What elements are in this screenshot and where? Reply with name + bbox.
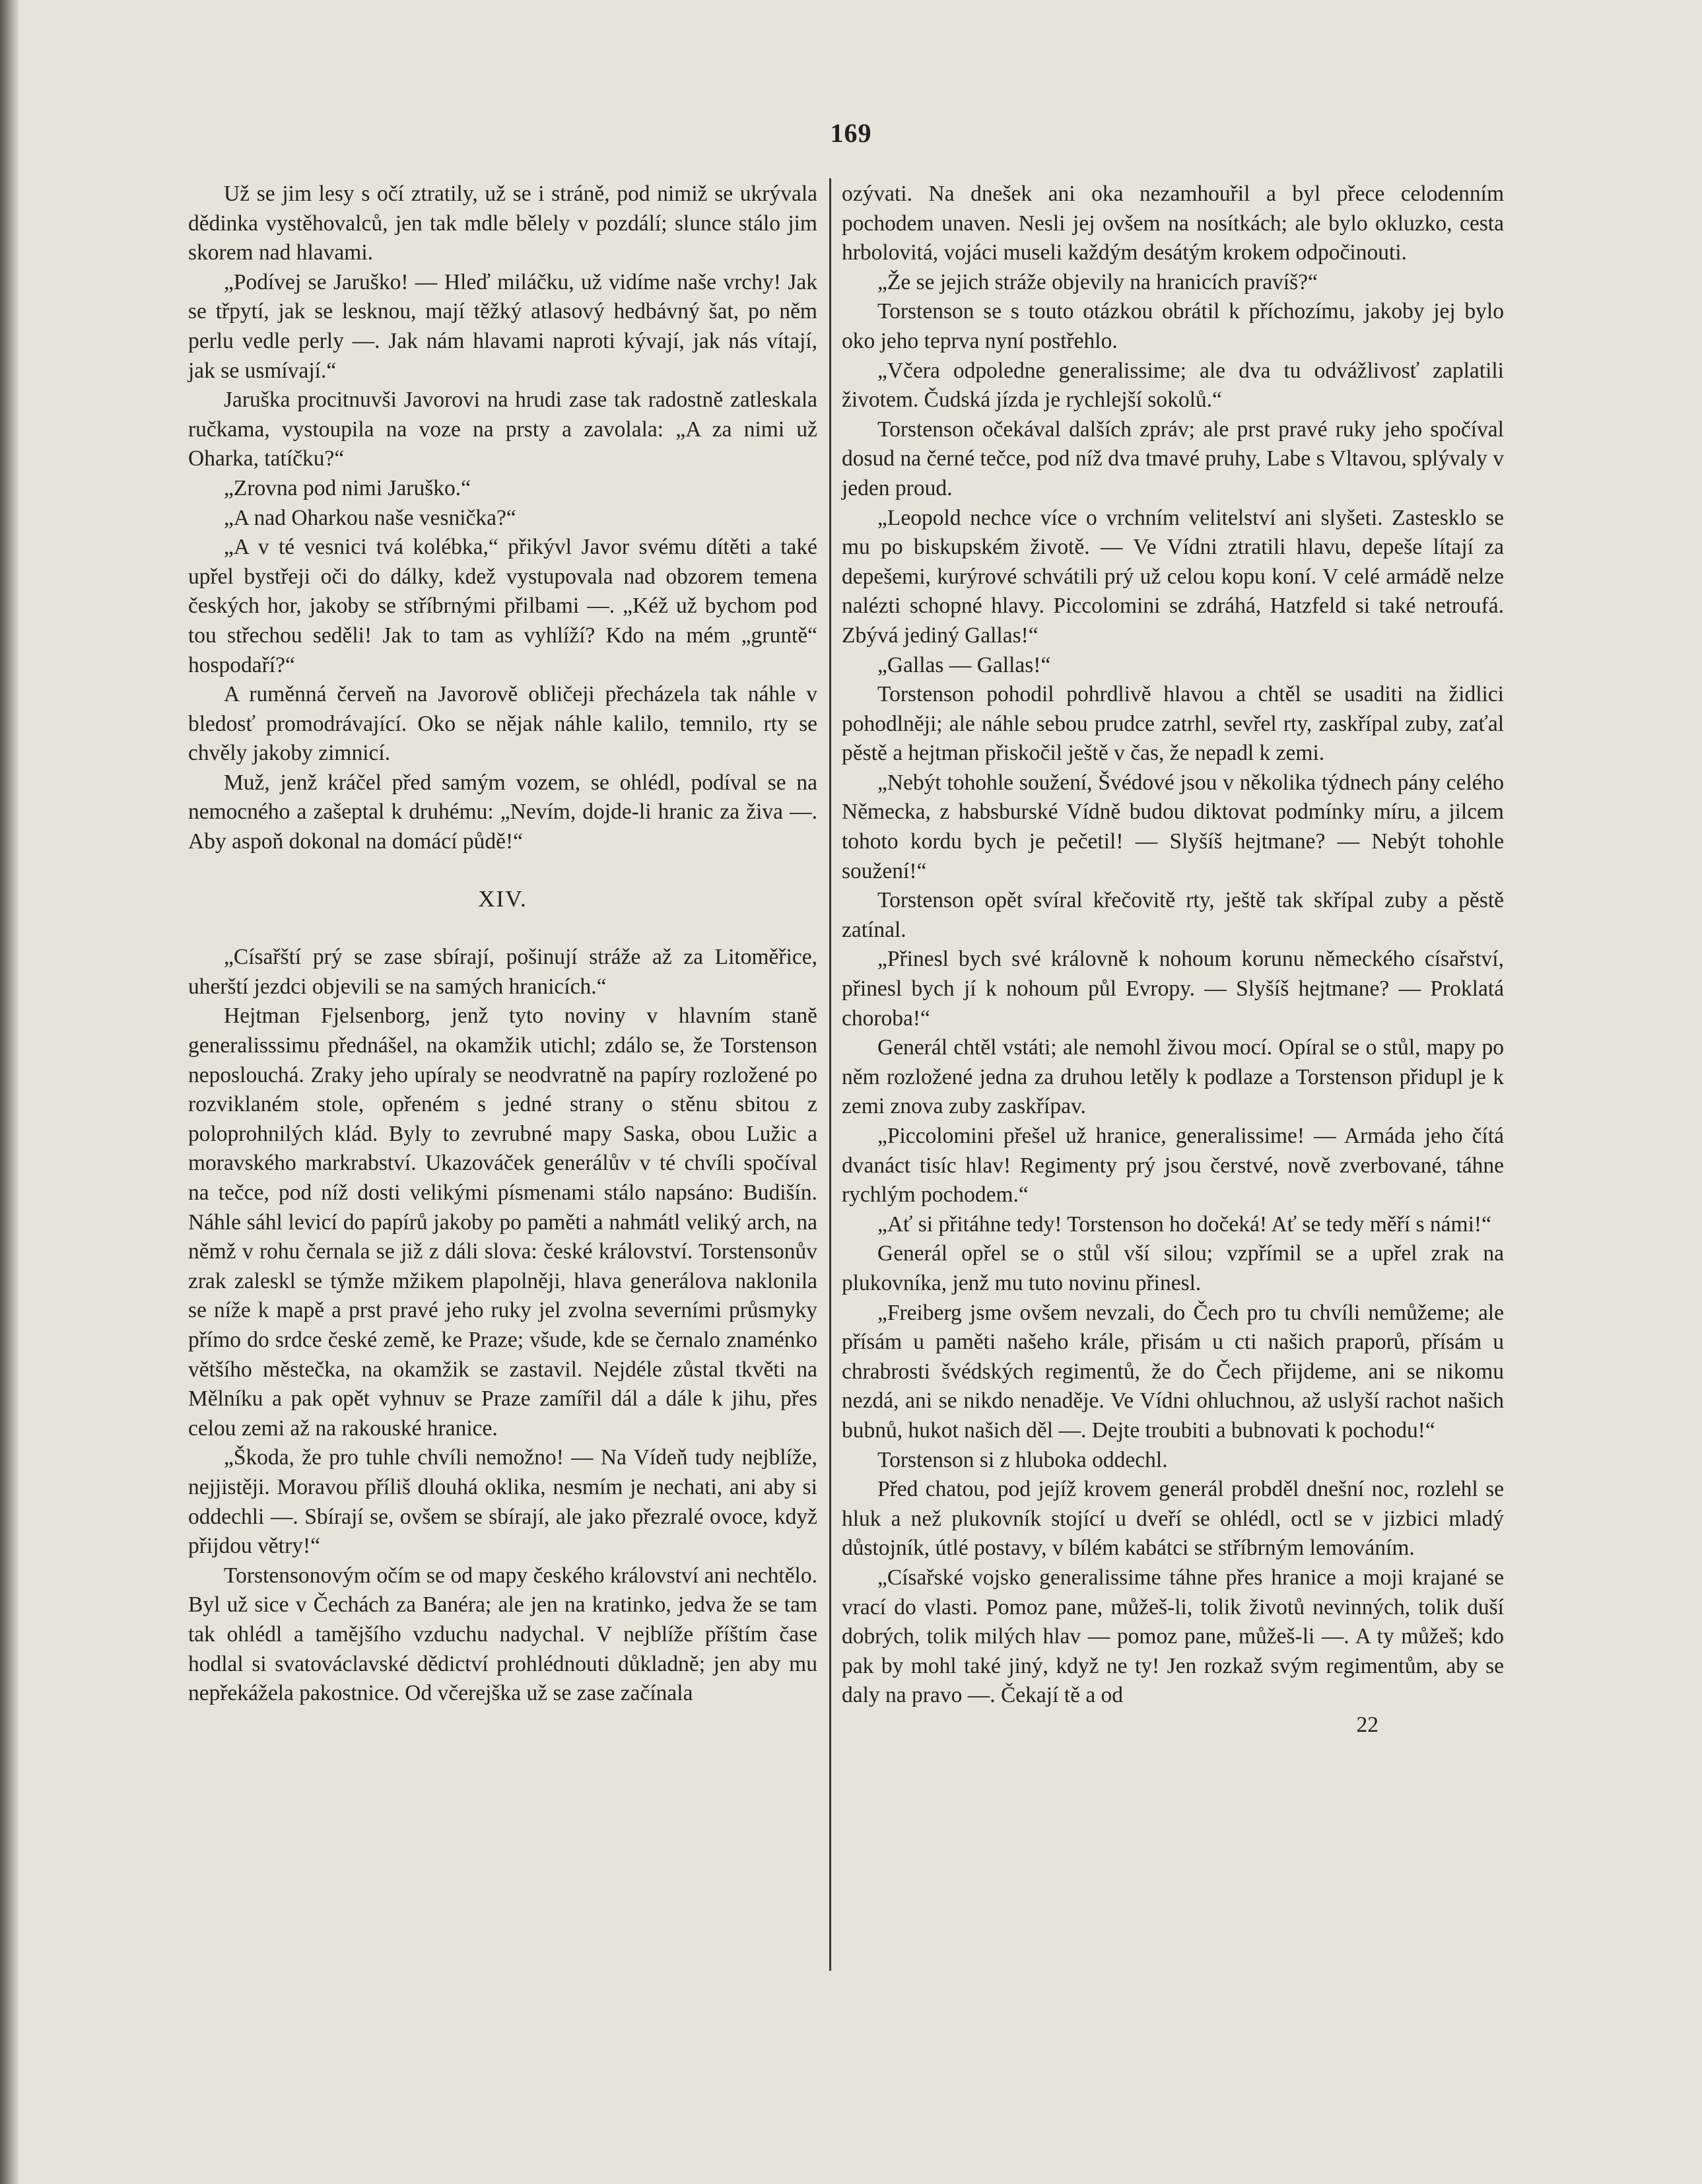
paragraph: „Císařské vojsko generalissime táhne přes hranice a moji krajané se vrací do vlasti. Pomoz pane, můžeš-li, tolik životů nevinných, tolik duší dobrých, tolik milých hlav — pomoz pane, můžeš-li —. A ty můžeš; kdo pak by mohl také jiný, když ne ty! Jen rozkaž svým regimentům, aby se daly na pravo —. Čekají tě a od (842, 1565, 1504, 1708)
paragraph: „Gallas — Gallas!“ (877, 652, 1051, 677)
paragraph: „Včera odpoledne generalissime; ale dva tu odvážlivosť zaplatili životem. Čudská jízda je rychlejší sokolů.“ (842, 358, 1504, 413)
paragraph: Už se jim lesy s očí ztratily, už se i stráně, pod nimiž se ukrývala dědinka vystěhovalců, jen tak mdle bělely v pozdálí; slunce stálo jim skorem nad hlavami. (188, 182, 817, 265)
paragraph: ozývati. Na dnešek ani oka nezamhouřil a byl přece celodenním pochodem unaven. Nesli jej ovšem na nosítkách; ale bylo okluzko, cesta hrbolovitá, vojáci museli každým desátým krokem odpočinouti. (842, 182, 1504, 265)
paragraph: „Zrovna pod nimi Jaruško.“ (224, 475, 471, 500)
paragraph: „A v té vesnici tvá kolébka,“ přikývl Javor svému dítěti a také upřel bystřeji oči do dálky, kdež vystupovala nad obzorem temena českých hor, jakoby se stříbrnými přilbami —. „Kéž už bychom pod tou střechou seděli! Jak to tam as vyhlíží? Kdo na mém „gruntě“ hospodaří?“ (188, 535, 817, 677)
paragraph: Torstenson se s touto otázkou obrátil k příchozímu, jakoby jej bylo oko jeho teprva nyní postřehlo. (842, 299, 1504, 353)
page-binding-edge (0, 0, 20, 2184)
paragraph: Muž, jenž kráčel před samým vozem, se ohlédl, podíval se na nemocného a zašeptal k druhému: „Nevím, dojde-li hranic za živa —. Aby aspoň dokonal na domácí půdě!“ (188, 770, 817, 854)
paragraph: Torstensonovým očím se od mapy českého království ani nechtělo. Byl už sice v Čechách za Banéra; ale jen na kratinko, jedva že se tam tak ohlédl a tamějšího vzduchu nadychal. V nejblíže příštím čase hodlal si svatováclavské dědictví prohlédnouti důkladně; jen aby mu nepřekážela pakostnice. Od včerejška už se zase začínala (188, 1563, 817, 1706)
paragraph: „Ať si přitáhne tedy! Torstenson ho dočeká! Ať se tedy měří s námi!“ (877, 1211, 1491, 1237)
paragraph: Generál chtěl vstáti; ale nemohl živou mocí. Opíral se o stůl, mapy po něm rozložené jedna za druhou letěly k podlaze a Torstenson přidupl je k zemi znova zuby zaskřípav. (842, 1035, 1504, 1119)
paragraph: „Přinesl bych své královně k nohoum korunu německého císařství, přinesl bych jí k nohoum půl Evropy. — Slyšíš hejtmane? — Proklatá choroba!“ (842, 947, 1504, 1031)
paragraph: Generál opřel se o stůl vší silou; vzpřímil se a upřel zrak na plukovníka, jenž mu tuto novinu přinesl. (842, 1241, 1504, 1295)
paragraph: „Podívej se Jaruško! — Hleď miláčku, už vidíme naše vrchy! Jak se třpytí, jak se lesknou, mají těžký atlasový hedbávný šat, po něm perlu vedle perly —. Jak nám hlavami naproti kývají, jak nás vítají, jak se usmívají.“ (188, 269, 817, 383)
paragraph: „Že se jejich stráže objevily na hranicích pravíš?“ (877, 269, 1318, 294)
paragraph: A ruměnná červeň na Javorově obličeji přecházela tak náhle v bledosť promodrávající. Oko se nějak náhle kalilo, temnilo, rty se chvěly jakoby zimnicí. (188, 682, 817, 766)
paragraph: Jaruška procitnuvši Javorovi na hrudi zase tak radostně zatleskala ručkama, vystoupila na voze na prsty a zavolala: „A za nimi už Oharka, tatíčku?“ (188, 388, 817, 471)
left-column (188, 180, 817, 1709)
paragraph: „Škoda, že pro tuhle chvíli nemožno! — Na Vídeň tudy nejblíže, nejjistěji. Moravou příliš dlouhá oklika, nesmím je nechati, ani aby si oddechli —. Sbírají se, ovšem se sbírají, ale jako přezralé ovoce, když přijdou větry!“ (188, 1445, 817, 1559)
paragraph: Torstenson pohodil pohrdlivě hlavou a chtěl se usaditi na židlici pohodlněji; ale náhle sebou prudce zatrhl, sevřel rty, zaskřípal zuby, zaťal pěstě a hejtman přiskočil ještě v čas, že nepadl k zemi. (842, 682, 1504, 766)
column-divider (829, 178, 831, 1971)
paragraph: „Piccolomini přešel už hranice, generalissime! — Armáda jeho čítá dvanáct tisíc hlav! Regimenty prý jsou čerstvé, nově zverbované, táhne rychlým pochodem.“ (842, 1124, 1504, 1208)
paragraph: „Freiberg jsme ovšem nevzali, do Čech pro tu chvíli nemůžeme; ale přísám u paměti našeho krále, přisám u cti našich praporů, přísám u chrabrosti švédských regimentů, že do Čech přijdeme, ani se nikomu nezdá, ani se nikdo nenaděje. Ve Vídni ohluchnou, až uslyší rachot našich bubnů, hukot našich děl —. Dejte troubiti a bubnovati k pochodu!“ (842, 1300, 1504, 1443)
paragraph: „Leopold nechce více o vrchním velitelství ani slyšeti. Zastesklo se mu po biskupském životě. — Ve Vídni ztratili hlavu, depeše lítají za depešemi, kurýrové schvátili prý už celou kopu koní. V celé armádě nelze nalézti schopné hlavy. Piccolomini se zdráhá, Hatzfeld si také netroufá. Zbývá jediný Gallas!“ (842, 505, 1504, 648)
paragraph: Před chatou, pod jejíž krovem generál probděl dnešní noc, rozlehl se hluk a než plukovník stojící u dveří se ohlédl, octl se v jizbici mladý důstojník, útlé postavy, v bílém kabátci se stříbrným lemováním. (842, 1477, 1504, 1561)
paragraph: Hejtman Fjelsenborg, jenž tyto noviny v hlavním stanĕ generalisssimu přednášel, na okamžik utichl; zdálo se, že Torstenson neposlouchá. Zraky jeho upíraly se neodvratně na papíry rozložené po rozviklaném stole, opřeném s jedné strany o stěnu sbitou z poloprohnilých klád. Byly to zevrubné mapy Saska, obou Lužic a moravského markrabství. Ukazováček generálův v té chvíli spočíval na tečce, pod níž dosti velikými písmenami stálo napsáno: Budišín. Náhle sáhl levicí do papírů jakoby po paměti a nahmátl veliký arch, na němž v rohu černala se již z dáli slova: české království. Torstensonův zrak zaleskl se týmže mžikem plapolněji, hlava generálova naklonila se níže k mapě a prst pravé jeho ruky jel zvolna severními průsmyky přímo do srdce české země, ke Praze; všude, kde se černalo znaménko většího městečka, na okamžik se zastavil. Nejdéle zůstal tkvěti na Mělníku a pak opět vyhnuv se Praze zamířil dál a dále k jihu, přes celou zemi až na rakouské hranice. (188, 1004, 817, 1441)
chapter-heading: XIV. (478, 885, 528, 912)
paragraph: „Císařští prý se zase sbírají, pošinují stráže až za Litoměřice, uherští jezdci objevili se na samých hranicích.“ (188, 945, 817, 999)
paragraph: Torstenson očekával dalších zpráv; ale prst pravé ruky jeho spočíval dosud na černé tečce, pod níž dva tmavé pruhy, Labe s Vltavou, splývaly v jeden proud. (842, 417, 1504, 500)
paragraph: „Nebýt tohohle soužení, Švédové jsou v několika týdnech pány celého Německa, z habsburské Vídně budou diktovat podmínky míru, a jilcem tohoto kordu bych je pečetil! — Slyšíš hejtmane? — Nebýt tohohle soužení!“ (842, 770, 1504, 883)
page-number: 169 (830, 118, 872, 148)
paragraph: Torstenson opět svíral křečovitě rty, ještě tak skřípal zuby a pěstě zatínal. (842, 888, 1504, 942)
paragraph: „A nad Oharkou naše vesnička?“ (224, 505, 516, 530)
signature-mark: 22 (1356, 1712, 1379, 1737)
paragraph: Torstenson si z hluboka oddechl. (877, 1447, 1168, 1472)
right-column (842, 180, 1504, 1740)
